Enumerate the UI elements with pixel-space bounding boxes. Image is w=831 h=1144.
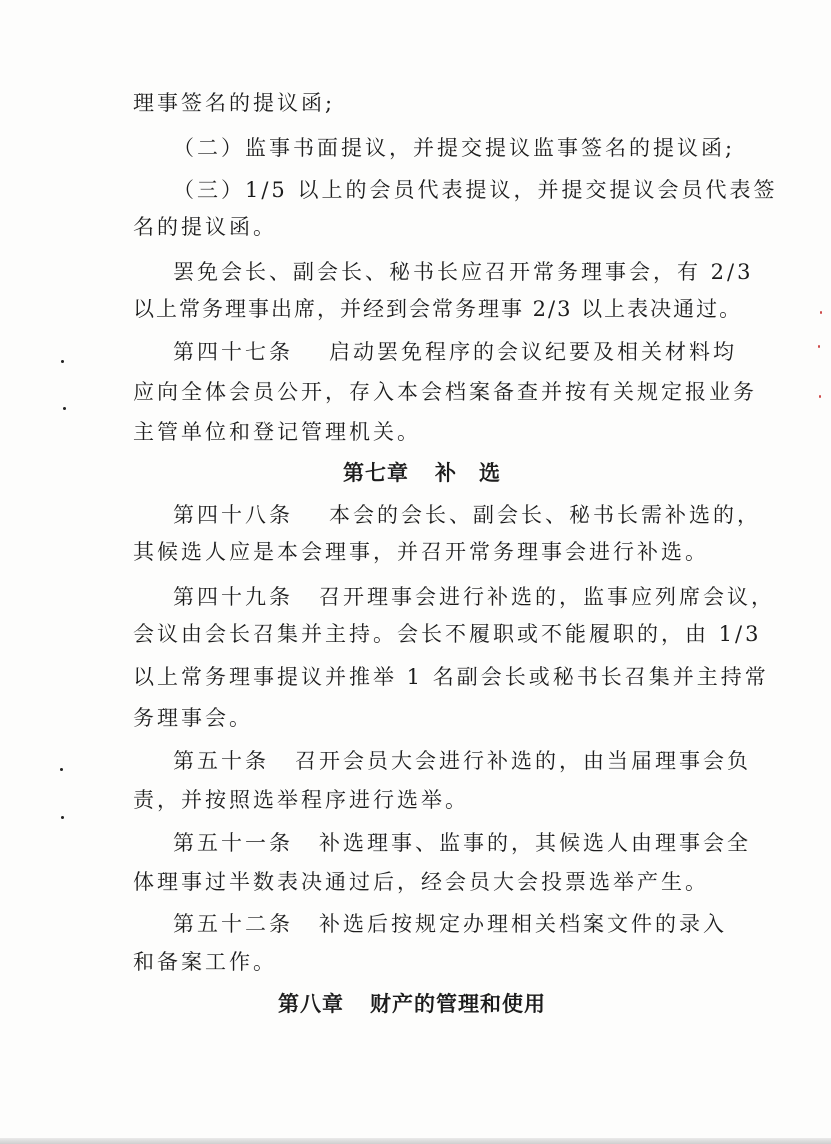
chapter-number: 第七章 [343, 461, 409, 485]
chapter-title: 补 选 [435, 461, 501, 485]
article-line [173, 338, 737, 366]
text-line: 罢免会长、副会长、秘书长应召开常务理事会，有 2/3 [173, 260, 754, 284]
text-line: 应向全体会员公开，存入本会档案备查并按有关规定报业务 [133, 380, 757, 404]
text-line: 体理事过半数表决通过后，经会员大会投票选举产生。 [133, 870, 709, 894]
text-line: 责，并按照选举程序进行选举。 [133, 788, 469, 812]
scan-speck [819, 395, 821, 398]
text-line: 以上常务理事提议并推举 1 名副会长或秘书长召集并主持常 [133, 665, 769, 689]
article-number: 第五十条 [173, 749, 269, 773]
scan-speck [820, 311, 822, 314]
chapter-heading [343, 459, 501, 487]
text-line: 会议由会长召集并主持。会长不履职或不能履职的，由 1/3 [133, 622, 762, 646]
article-text: 补选理事、监事的，其候选人由理事会全 [319, 831, 751, 855]
article-text: 召开会员大会进行补选的，由当届理事会负 [295, 749, 751, 773]
scan-speck [61, 360, 64, 363]
article-text: 召开理事会进行补选的，监事应列席会议， [319, 585, 775, 609]
scan-speck [63, 407, 66, 410]
text-line: 名的提议函。 [133, 215, 277, 239]
text-line: （三）1/5 以上的会员代表提议，并提交提议会员代表签 [173, 178, 778, 202]
text-line: 理事签名的提议函; [133, 91, 336, 115]
article-line [173, 747, 751, 775]
chapter-number: 第八章 [278, 992, 344, 1016]
scan-speck [818, 345, 820, 348]
article-number: 第五十一条 [173, 831, 293, 855]
article-text: 本会的会长、副会长、秘书长需补选的， [329, 503, 761, 527]
text-line: 主管单位和登记管理机关。 [133, 420, 421, 444]
article-line [173, 829, 751, 857]
article-text: 启动罢免程序的会议纪要及相关材料均 [329, 340, 737, 364]
article-number: 第四十七条 [173, 340, 293, 364]
article-text: 补选后按规定办理相关档案文件的录入 [319, 912, 727, 936]
article-number: 第四十九条 [173, 585, 293, 609]
scan-speck [61, 816, 64, 819]
scan-speck [60, 768, 63, 771]
scan-bottom-edge [0, 1138, 831, 1144]
article-line [173, 583, 775, 611]
chapter-title: 财产的管理和使用 [370, 992, 546, 1016]
article-number: 第五十二条 [173, 912, 293, 936]
article-number: 第四十八条 [173, 503, 293, 527]
text-line: 以上常务理事出席，并经到会常务理事 2/3 以上表决通过。 [133, 297, 743, 321]
text-line: 和备案工作。 [133, 950, 277, 974]
chapter-heading [278, 990, 546, 1018]
text-line: 务理事会。 [133, 706, 253, 730]
article-line [173, 501, 761, 529]
text-line: 其候选人应是本会理事，并召开常务理事会进行补选。 [133, 540, 709, 564]
article-line [173, 910, 727, 938]
text-line: （二）监事书面提议，并提交提议监事签名的提议函; [173, 136, 736, 160]
